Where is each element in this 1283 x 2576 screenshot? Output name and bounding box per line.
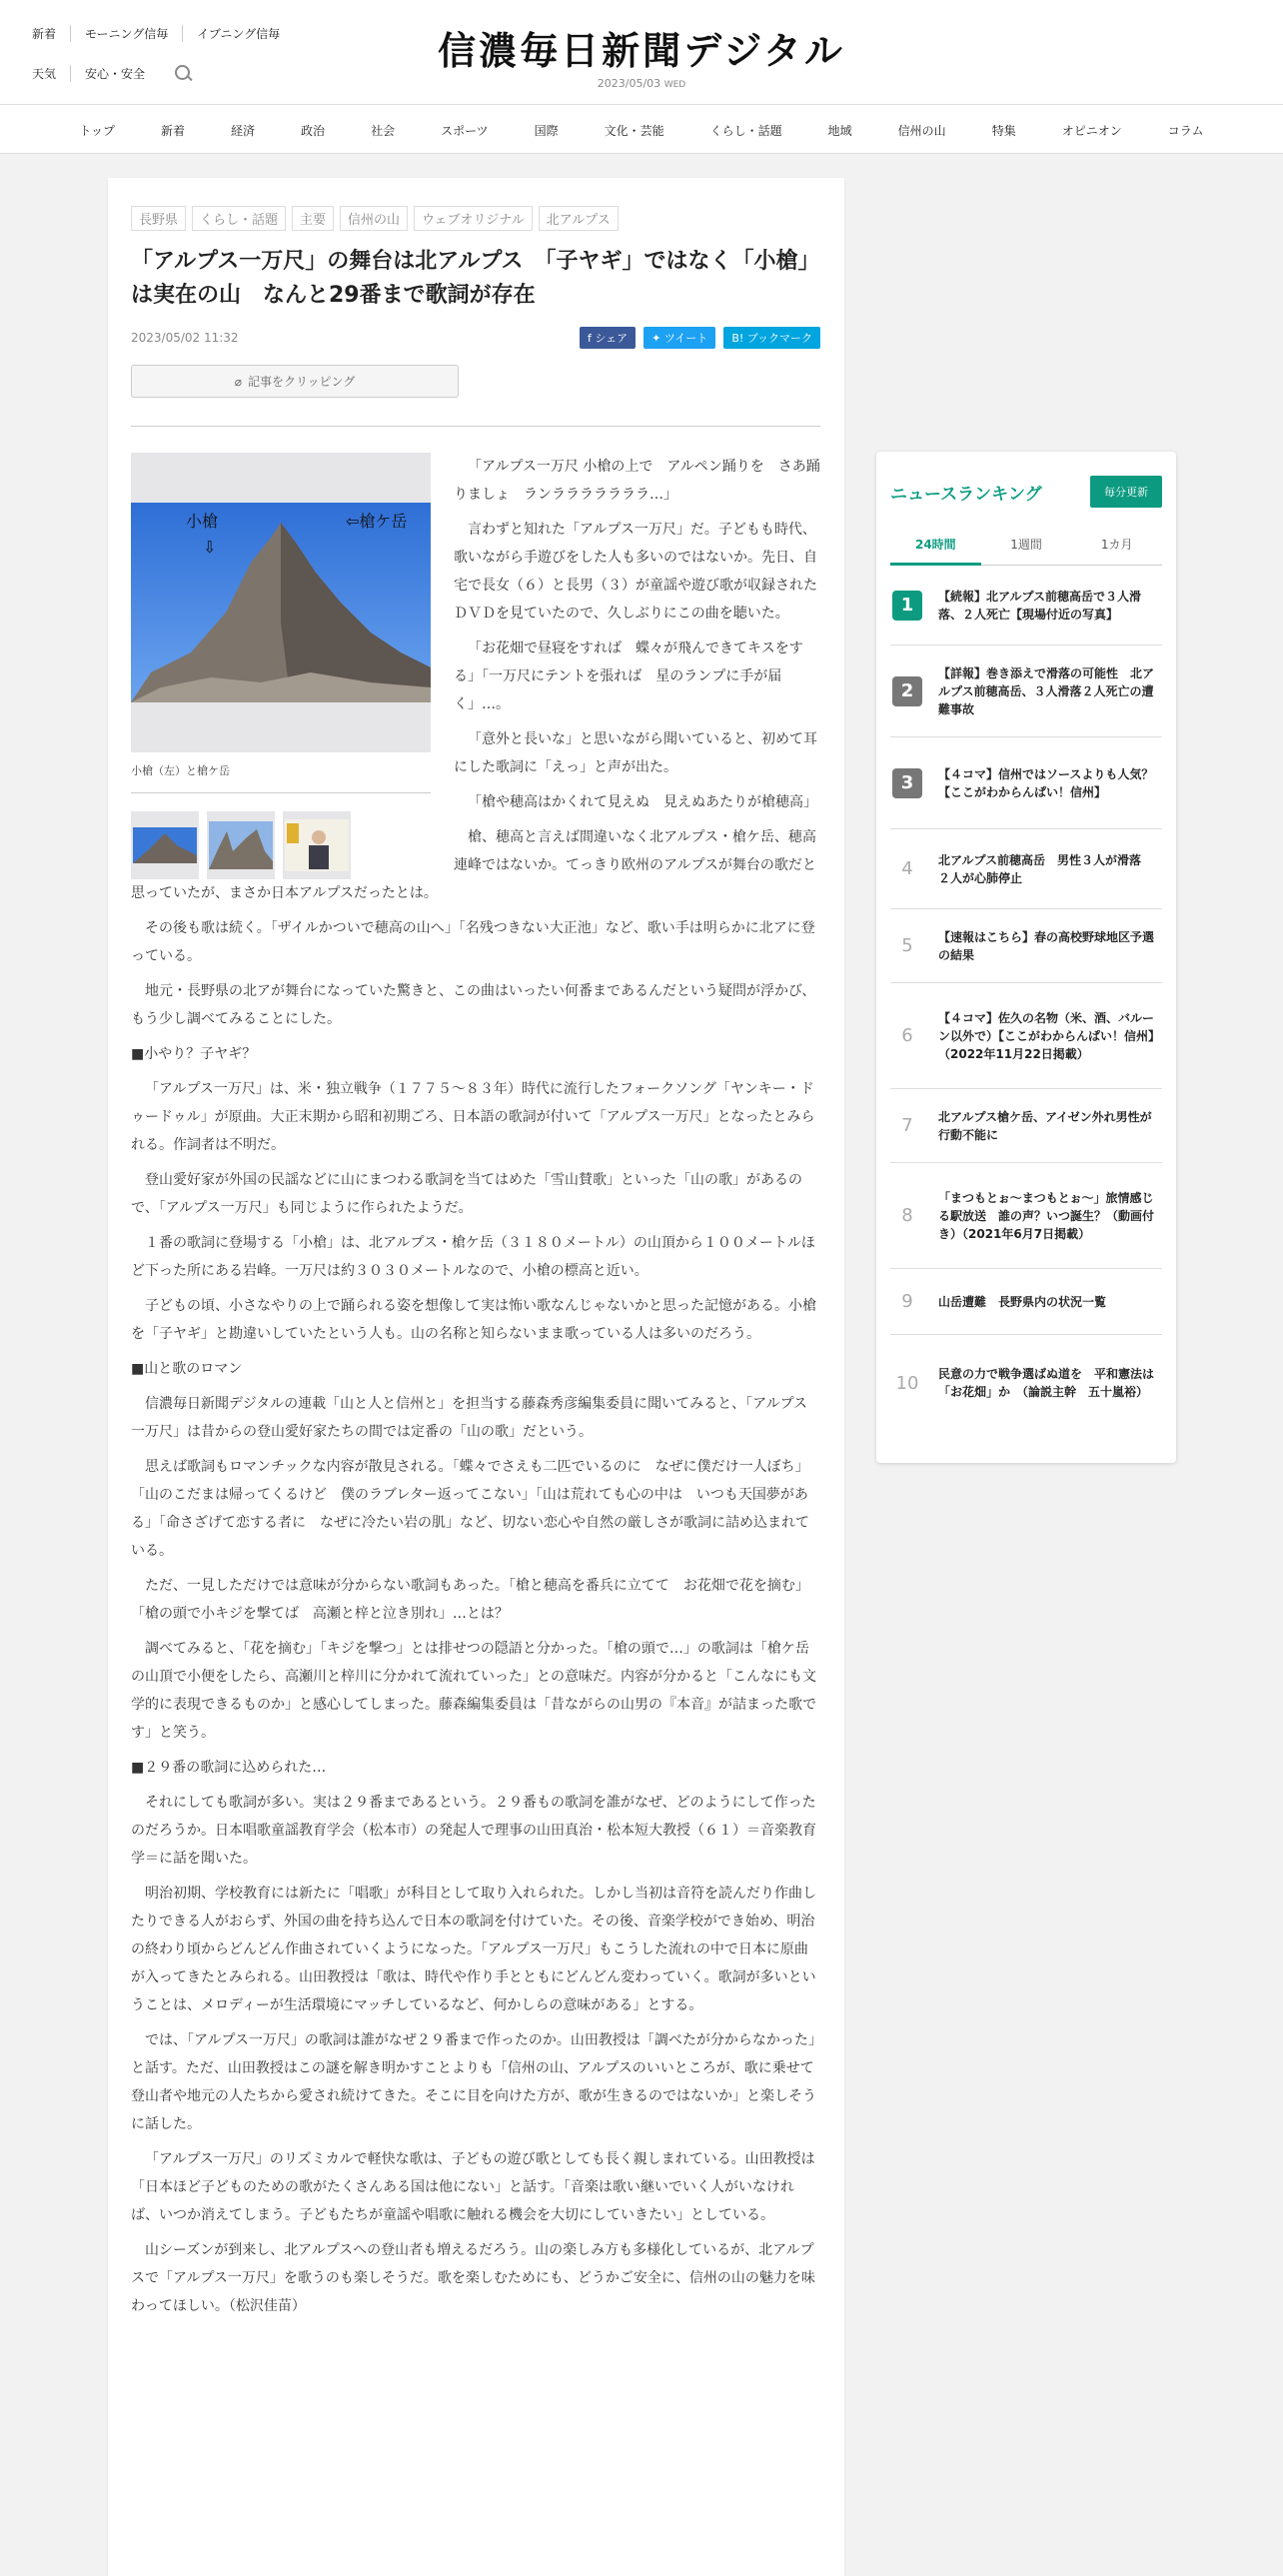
article	[108, 178, 844, 2576]
logo-text: 信濃毎日新聞デジタル	[438, 28, 845, 73]
clip-article-button[interactable]	[131, 365, 459, 398]
article-body	[131, 453, 820, 2320]
article-paragraph: 「槍や穂高はかくれて見えぬ 見えぬあたりが槍穂高」	[468, 794, 817, 810]
twitter-tweet-button[interactable]	[643, 327, 715, 349]
mountain-photo-image	[131, 503, 431, 702]
photo-arrow-down: ⇩	[203, 538, 217, 557]
ranking-item-title[interactable]: 【４コマ】信州ではソースよりも人気？【ここがわからんぱい！信州】	[938, 766, 1154, 799]
article-tags	[131, 206, 820, 231]
ranking-item-title[interactable]: 民意の力で戦争選ばぬ道を 平和憲法は「お花畑」か （論説主幹 五十嵐裕）	[938, 1367, 1155, 1399]
rank-number: 5	[901, 935, 913, 956]
tag-mountains[interactable]: 信州の山	[340, 206, 408, 231]
nav-item-mountains[interactable]: 信州の山	[897, 123, 946, 138]
nav-item-culture[interactable]: 文化・芸能	[604, 123, 664, 138]
nav-item-opinion[interactable]: オピニオン	[1061, 123, 1122, 138]
facebook-icon: f	[587, 332, 596, 345]
header-link-safety[interactable]: 安心・安全	[70, 65, 159, 82]
rank-number: 1	[892, 591, 922, 621]
thumbnail-2[interactable]	[207, 811, 275, 879]
article-paragraph: その後も歌は続く。「ザイルかついで穂高の山へ」「名残つきない大正池」など、歌い手は明らかに北アに登っている。	[131, 920, 815, 964]
header-weekday: WED	[663, 80, 686, 90]
header-date-value: 2023/05/03	[597, 77, 661, 90]
article-meta	[131, 327, 820, 349]
ranking-item[interactable]	[890, 645, 1162, 737]
nav-item-society[interactable]: 社会	[371, 123, 396, 138]
article-title: 「アルプス一万尺」の舞台は北アルプス 「子ヤギ」ではなく「小槍」は実在の山 なんと29番まで歌詞が存在	[131, 249, 820, 308]
article-paragraph: 調べてみると、「花を摘む」「キジを撃つ」とは排せつの隠語と分かった。「槍の頭で…」の歌詞は「槍ケ岳の山頂で小便をしたら、高瀬川と梓川に分かれて流れていった」との意味だ。内容が分かると「こんなにも文学的に表現できるものか」と感心してしまった。藤森編集委員は「昔ながらの山男の『本音』が詰まった歌です」と笑う。	[131, 1641, 816, 1741]
article-paragraph: 信濃毎日新聞デジタルの連載「山と人と信州と」を担当する藤森秀彦編集委員に聞いてみると、「アルプス一万尺」は昔からの登山愛好家たちの間では定番の「山の歌」だという。	[131, 1396, 808, 1440]
article-paragraph: 「アルプス一万尺」のリズミカルで軽快な歌は、子どもの遊び歌としても長く親しまれている。山田教授は「日本ほど子どものための歌がたくさんある国は他にない」と話す。「音楽は歌い継いでいく人がいなければ、いつか消えてしまう。子どもたちが童謡や唱歌に触れる機会を大切にしていきたい」としている。	[131, 2151, 815, 2223]
tag-north-alps[interactable]: 北アルプス	[539, 206, 619, 231]
rank-number: 3	[892, 768, 922, 798]
hatena-bookmark-label: ブックマーク	[746, 332, 812, 345]
ranking-update-badge: 毎分更新	[1090, 476, 1162, 508]
nav-item-politics[interactable]: 政治	[301, 123, 326, 138]
facebook-share-label: シェア	[595, 332, 629, 345]
ranking-item[interactable]	[890, 909, 1162, 983]
tag-main[interactable]: 主要	[292, 206, 334, 231]
header-date	[0, 77, 1283, 90]
nav-item-column[interactable]: コラム	[1167, 123, 1204, 138]
article-paragraph: それにしても歌詞が多い。実は２９番まであるという。２９番もの歌詞を誰がなぜ、どのようにして作ったのだろうか。日本唱歌童謡教育学会（松本市）の発起人で理事の山田真治・松本短大教授（６１）＝音楽教育学＝に話を聞いた。	[131, 1795, 816, 1867]
ranking-item[interactable]	[890, 1163, 1162, 1269]
ranking-header	[890, 452, 1162, 508]
article-paragraph: では、「アルプス一万尺」の歌詞は誰がなぜ２９番まで作ったのか。山田教授は「調べたが分からなかった」と話す。ただ、山田教授はこの謎を解き明かすことよりも「信州の山、アルプスのいいところが、歌に乗せて登山者や地元の人たちから愛され続けてきた。そこに目を向けた方が、歌が生きるのではないか」と楽しそうに話した。	[131, 2032, 816, 2132]
rank-number: 2	[892, 676, 922, 706]
article-paragraph: 言わずと知れた「アルプス一万尺」だ。子どもも時代、歌いながら手遊びをした人も多いのではないか。先日、自宅で長女（６）と長男（３）が童謡や遊び歌が収録されたＤＶＤを見ていたので、久しぶりにこの曲を聴いた。	[454, 522, 817, 622]
nav-item-top[interactable]: トップ	[79, 123, 116, 138]
article-paragraph: 思えば歌詞もロマンチックな内容が散見される。「蝶々でさえも二匹でいるのに なぜに僕だけ一人ぼち」「山のこだまは帰ってくるけど 僕のラブレター返ってこない」「山は荒れても心の中は いつも天国夢がある」「命さざげて恋する者に なぜに冷たい岩の肌」など、切ない恋心や自然の厳しさが歌詞に詰め込まれている。	[131, 1459, 809, 1559]
paperclip-icon: ⌀	[234, 374, 242, 389]
rank-number: 10	[895, 1372, 919, 1394]
main-photo[interactable]	[131, 453, 431, 752]
article-paragraph: 明治初期、学校教育には新たに「唱歌」が科目として取り入れられた。しかし当初は音符を読んだり作曲したりできる人がおらず、外国の曲を持ち込んで日本の歌詞を付けていた。その後、音楽学校ができ始め、明治の終わり頃からどんどん作曲されていくようになった。「アルプス一万尺」もこうした流れの中で日本に原曲が入ってきたとみられる。山田教授は「歌は、時代や作り手とともにどんどん変わっていく。歌詞が多いということは、メロディーが生活環境にマッチしているなど、何かしらの意味がある」とする。	[131, 1886, 816, 2013]
divider	[131, 426, 820, 427]
article-paragraph: 地元・長野県の北アが舞台になっていた驚きと、この曲はいったい何番まであるんだという疑問が浮かび、もう少し調べてみることにした。	[131, 983, 816, 1027]
ranking-tabs	[890, 528, 1162, 566]
article-paragraph: 「アルプス一万尺 小槍の上で アルペン踊りを さあ踊りましょ ランラララララララ…」	[454, 459, 820, 503]
ranking-item-title[interactable]: 山岳遭難 長野県内の状況一覧	[938, 1294, 1107, 1309]
nav-item-sports[interactable]: スポーツ	[441, 123, 489, 138]
nav-item-life[interactable]: くらし・話題	[709, 123, 782, 138]
site-logo[interactable]	[0, 20, 1283, 90]
thumbnail-3-image	[283, 811, 351, 879]
rank-number: 9	[901, 1291, 913, 1312]
tab-1month[interactable]: 1カ月	[1100, 538, 1133, 552]
article-paragraph: 山シーズンが到来し、北アルプスへの登山者も増えるだろう。山の楽しみ方も多様化しているが、北アルプスで「アルプス一万尺」を歌うのも楽しそうだ。歌を楽しむためにも、どうかご安全に、信州の山の魅力を味わってほしい。（松沢佳苗）	[131, 2242, 815, 2314]
ranking-item[interactable]	[890, 1269, 1162, 1335]
photo-caption: 小槍（左）と槍ケ岳	[131, 762, 431, 793]
ranking-item[interactable]	[890, 737, 1162, 829]
ranking-item[interactable]	[890, 566, 1162, 645]
thumbnail-3[interactable]	[283, 811, 351, 879]
article-date: 2023/05/02 11:32	[131, 331, 239, 345]
share-buttons	[580, 327, 820, 349]
clip-label: 記事をクリッピング	[247, 375, 356, 389]
site-header	[0, 0, 1283, 104]
ranking-item-title[interactable]: 北アルプス前穂高岳 男性３人が滑落 ２人が心肺停止	[938, 852, 1154, 885]
article-paragraph: 子どもの頃、小さなやりの上で踊られる姿を想像して実は怖い歌なんじゃないかと思った記憶がある。小槍を「子ヤギ」と勘違いしていたという人も。山の名称と知らないまま歌っている人は多いのだろう。	[131, 1298, 816, 1342]
ranking-item-title[interactable]: 「まつもとぉ～まつもとぉ～」旅情感じる駅放送 誰の声？いつ誕生？（動画付き）（2021年6月7日掲載）	[938, 1190, 1155, 1241]
photo-thumbnails	[131, 811, 431, 879]
thumbnail-1[interactable]	[131, 811, 199, 879]
header-link-morning[interactable]: モーニング信毎	[70, 25, 182, 42]
ranking-item[interactable]	[890, 829, 1162, 909]
hatena-bookmark-button[interactable]	[723, 327, 820, 349]
thumbnail-2-image	[207, 811, 275, 879]
ranking-item-title[interactable]: 【詳報】巻き添えで滑落の可能性 北アルプス前穂高岳、３人滑落２人死亡の遭難事故	[938, 665, 1155, 716]
news-ranking	[876, 452, 1176, 1463]
ranking-item[interactable]	[890, 983, 1162, 1089]
ranking-item[interactable]	[890, 1335, 1162, 1431]
nav-item-new[interactable]: 新着	[161, 123, 186, 138]
nav-item-feature[interactable]: 特集	[991, 123, 1016, 138]
nav-item-region[interactable]: 地域	[827, 123, 852, 138]
hatena-icon: B!	[731, 332, 747, 345]
ranking-item-title[interactable]: 【４コマ】佐久の名物（米、酒、バルーン以外で）【ここがわからんぱい！信州】（2022年11月22日掲載）	[938, 1010, 1161, 1061]
section-heading-3: ■２９番の歌詞に込められた…	[131, 1760, 327, 1776]
article-paragraph: 「お花畑で昼寝をすれば 蝶々が飛んできてキスをする」「一万尺にテントを張れば 星のランプに手が届く」…。	[454, 641, 803, 712]
ranking-item-title[interactable]: 【続報】北アルプス前穂高岳で３人滑落、２人死亡【現場付近の写真】	[938, 589, 1142, 622]
article-paragraph: ただ、一見しただけでは意味が分からない歌詞もあった。「槍と穂高を番兵に立てて お花畑で花を摘む」「槍の頭で小キジを撃てば 高瀬と梓と泣き別れ」…とは？	[131, 1578, 809, 1622]
rank-number: 6	[901, 1025, 913, 1046]
twitter-tweet-label: ツイート	[663, 332, 708, 345]
rank-number: 8	[901, 1205, 913, 1226]
tab-24h[interactable]: 24時間	[890, 528, 981, 566]
header-link-weather[interactable]: 天気	[32, 66, 57, 81]
header-link-evening[interactable]: イブニング信毎	[182, 25, 294, 42]
article-paragraph: １番の歌詞に登場する「小槍」は、北アルプス・槍ケ岳（３１８０メートル）の山頂から１００メートルほど下った所にある岩峰。一万尺は約３０３０メートルなので、小槍の標高と近い。	[131, 1235, 815, 1279]
rank-number: 7	[901, 1115, 913, 1136]
rank-number: 4	[901, 858, 913, 879]
tag-web-original[interactable]: ウェブオリジナル	[414, 206, 533, 231]
ranking-item-title[interactable]: 【速報はこちら】春の高校野球地区予選の結果	[938, 929, 1155, 962]
article-paragraph: 登山愛好家が外国の民謡などに山にまつわる歌詞を当てはめた「雪山賛歌」といった「山の歌」があるので、「アルプス一万尺」も同じように作られたようだ。	[131, 1172, 802, 1216]
ranking-title: ニュースランキング	[890, 484, 1042, 505]
section-heading-1: ■小やり？子ヤギ？	[131, 1046, 257, 1062]
photo-label-yari: ⇦槍ケ岳	[346, 512, 408, 531]
tag-life[interactable]: くらし・話題	[192, 206, 286, 231]
photo-label-koyari: 小槍	[186, 512, 219, 531]
article-paragraph: 「アルプス一万尺」は、米・独立戦争（１７７５～８３年）時代に流行したフォークソング「ヤンキー・ドゥードゥル」が原曲。大正末期から昭和初期ごろ、日本語の歌詞が付いて「アルプス一万尺」となったとみられる。作詞者は不明だ。	[131, 1081, 815, 1153]
facebook-share-button[interactable]	[580, 327, 636, 349]
global-nav	[0, 104, 1283, 154]
ranking-list	[890, 566, 1162, 1431]
nav-item-international[interactable]: 国際	[534, 123, 559, 138]
header-link-new[interactable]: 新着	[32, 26, 57, 41]
tag-nagano[interactable]: 長野県	[131, 206, 186, 231]
nav-item-economy[interactable]: 経済	[231, 123, 256, 138]
ranking-item[interactable]	[890, 1089, 1162, 1163]
article-paragraph: 槍、穂高と言えば間違いなく北アルプス・槍ケ岳、穂高連峰ではないか。てっきり欧州のアルプスが舞台の歌だと思っていたが、まさか日本アルプスだったとは。	[131, 829, 816, 901]
ranking-item-title[interactable]: 北アルプス槍ケ岳、アイゼン外れ男性が行動不能に	[938, 1109, 1152, 1142]
article-paragraph: 「意外と長いな」と思いながら聞いていると、初めて耳にした歌詞に「えっ」と声が出た。	[454, 731, 817, 775]
twitter-icon: ✦	[651, 332, 664, 345]
section-heading-2: ■山と歌のロマン	[131, 1361, 243, 1377]
thumbnail-1-image	[131, 811, 199, 879]
tab-1week[interactable]: 1週間	[1010, 538, 1042, 552]
article-figure	[131, 453, 431, 879]
